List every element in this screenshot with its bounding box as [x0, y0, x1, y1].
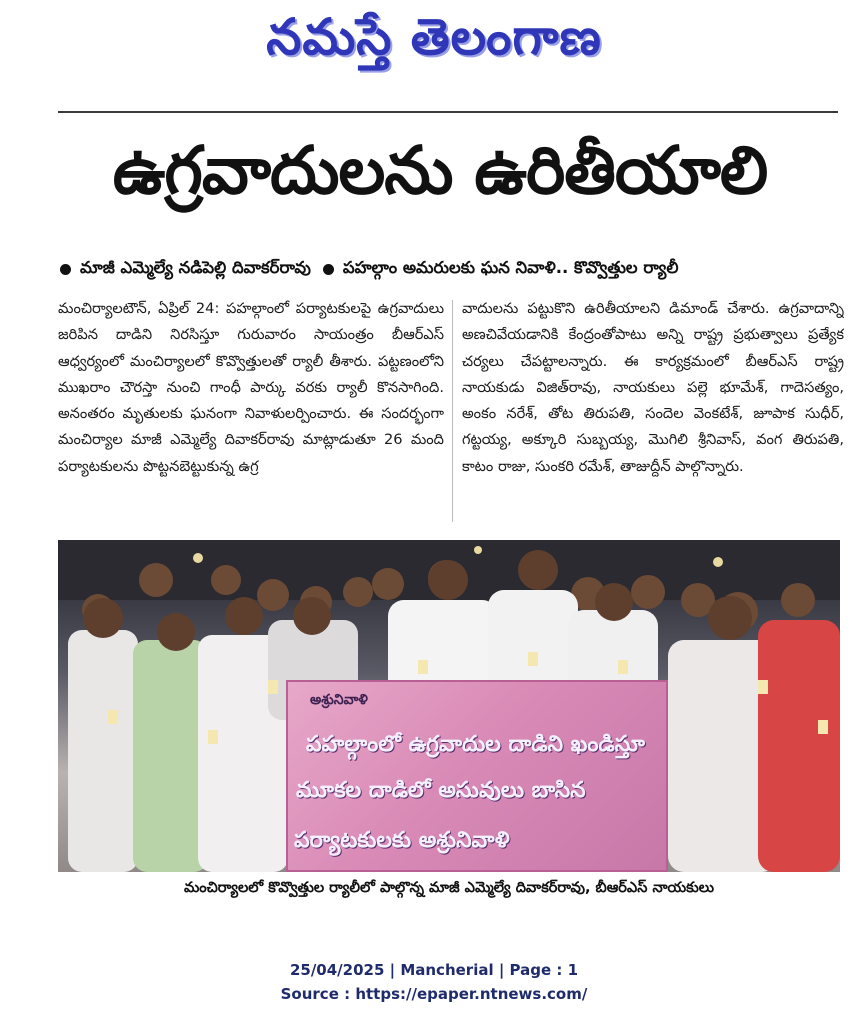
- banner-line: పహల్గాంలో ఉగ్రవాదుల దాడిని ఖండిస్తూ: [306, 732, 645, 757]
- masthead-logo: [0, 2, 868, 84]
- footer-source-link[interactable]: Source : https://epaper.ntnews.com/: [280, 985, 588, 1003]
- kicker-1: మాజీ ఎమ్మెల్యే నడిపెల్లి దివాకర్‌రావు: [80, 257, 311, 277]
- kicker-2: పహల్గాం అమరులకు ఘన నివాళి.. కొవ్వొత్తుల ర్యాలీ: [342, 257, 679, 277]
- footer: [0, 958, 868, 1006]
- masthead-divider: [58, 111, 838, 113]
- masthead-title: నమస్తే తెలంగాణ: [266, 7, 602, 66]
- kicker-row: [58, 254, 848, 284]
- article-column-right: వాదులను పట్టుకొని ఉరితీయాలని డిమాండ్ చేశారు. ఉగ్రవాదాన్ని అణచివేయడానికి కేంద్రంతోపాటు అన్ని రాష్ట్ర ప్రభుత్వాలు ప్రత్యేక చర్యలు చేపట్టాలన్నారు. ఈ కార్యక్రమంలో బీఆర్‌ఎస్ రాష్ట్ర నాయకుడు విజిత్‌రావు, నాయకులు పల్లె భూమేశ్, గాదెసత్యం, అంకం నరేశ్, తోట తిరుపతి, సందెల వెంకటేశ్, జూపాక సుధీర్, గట్టయ్య, అక్కూరి సుబ్బయ్య, మొగిలి శ్రీనివాస్, వంగ తిరుపతి, కాటం రాజు, సుంకరి రమేశ్, తాజుద్దీన్ పాల్గొన్నారు.: [462, 300, 844, 475]
- headline-text: ఉగ్రవాదులను ఉరితీయాలి: [112, 131, 768, 209]
- news-photo: [58, 540, 840, 872]
- headline: [40, 128, 840, 228]
- footer-edition-line: 25/04/2025 | Mancherial | Page : 1: [289, 961, 579, 979]
- banner-line: అశ్రునివాళి: [310, 692, 368, 708]
- bullet-icon: [323, 264, 334, 275]
- photo-caption: మంచిర్యాలలో కొవ్వొత్తుల ర్యాలీలో పాల్గొన్న మాజీ ఎమ్మెల్యే దివాకర్‌రావు, బీఆర్‌ఎస్ నాయకులు: [183, 880, 715, 896]
- article-column-left: మంచిర్యాలటౌన్, ఏప్రిల్ 24: పహల్గాంలో పర్యాటకులపై ఉగ్రవాదులు జరిపిన దాడిని నిరసిస్తూ గురువారం సాయంత్రం బీఆర్‌ఎస్ ఆధ్వర్యంలో మంచిర్యాలలో కొవ్వొత్తులతో ర్యాలీ తీశారు. పట్టణంలోని ముఖరాం చౌరస్తా నుంచి గాంధీ పార్కు వరకు ర్యాలీ కొనసాగింది. అనంతరం మృతులకు ఘనంగా నివాళులర్పించారు. ఈ సందర్భంగా మంచిర్యాల మాజీ ఎమ్మెల్యే దివాకర్‌రావు మాట్లాడుతూ 26 మంది పర్యాటకులను పొట్టనబెట్టుకున్న ఉగ్ర: [58, 300, 444, 475]
- protest-banner: [286, 680, 668, 872]
- banner-line: మూకల దాడిలో అసువులు బాసిన: [296, 778, 586, 803]
- column-divider: [452, 300, 453, 522]
- bullet-icon: [60, 264, 71, 275]
- banner-line: పర్యాటకులకు అశ్రునివాళి: [294, 828, 510, 853]
